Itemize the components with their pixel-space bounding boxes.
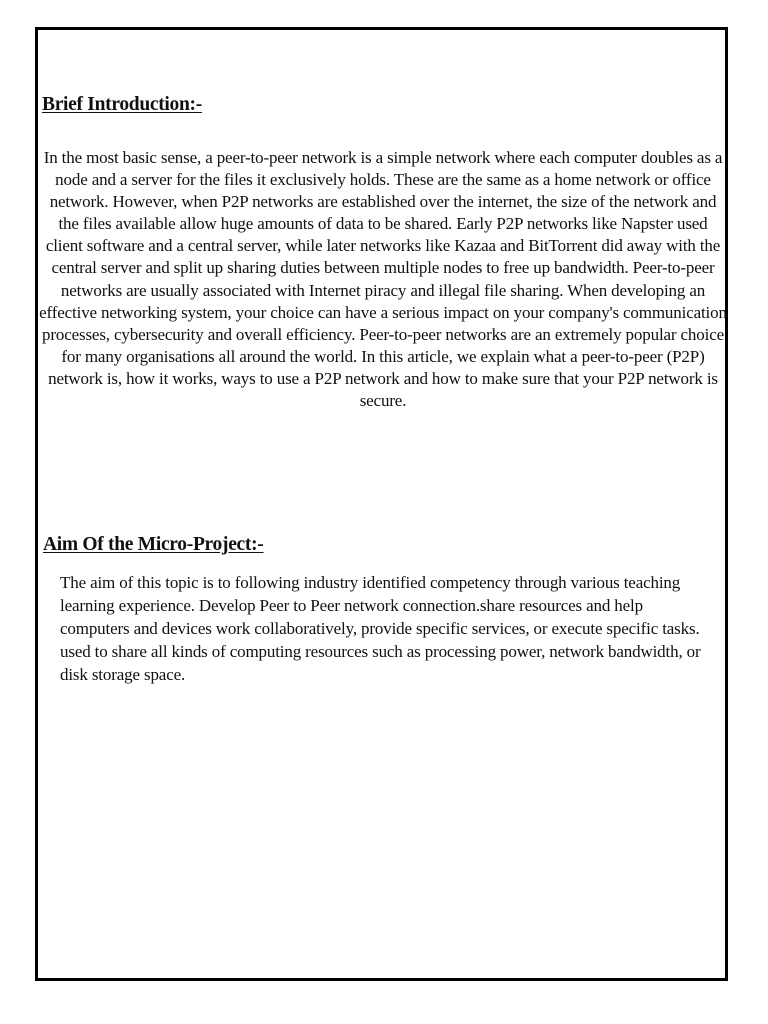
- aim-heading: Aim Of the Micro-Project:-: [43, 534, 264, 555]
- brief-introduction-heading: Brief Introduction:-: [42, 94, 202, 115]
- brief-introduction-paragraph: In the most basic sense, a peer-to-peer network is a simple network where each computer doubles as a node and a server for the files it exclusively holds. These are the same as a home network or office network. However, when P2P networks are established over the internet, the size of the network and the files available allow huge amounts of data to be shared. Early P2P networks like Napster used client software and a central server, while later networks like Kazaa and BitTorrent did away with the central server and split up sharing duties between multiple nodes to free up bandwidth. Peer-to-peer networks are usually associated with Internet piracy and illegal file sharing. When developing an effective networking system, your choice can have a serious impact on your company's communication processes, cybersecurity and overall efficiency. Peer-to-peer networks are an extremely popular choice for many organisations all around the world. In this article, we explain what a peer-to-peer (P2P) network is, how it works, ways to use a P2P network and how to make sure that your P2P network is secure.: [39, 148, 727, 411]
- aim-paragraph: The aim of this topic is to following industry identified competency through various teaching learning experience. Develop Peer to Peer network connection.share resources and help computers and devices work collaboratively, provide specific services, or execute specific tasks. used to share all kinds of computing resources such as processing power, network bandwidth, or disk storage space.: [60, 573, 701, 684]
